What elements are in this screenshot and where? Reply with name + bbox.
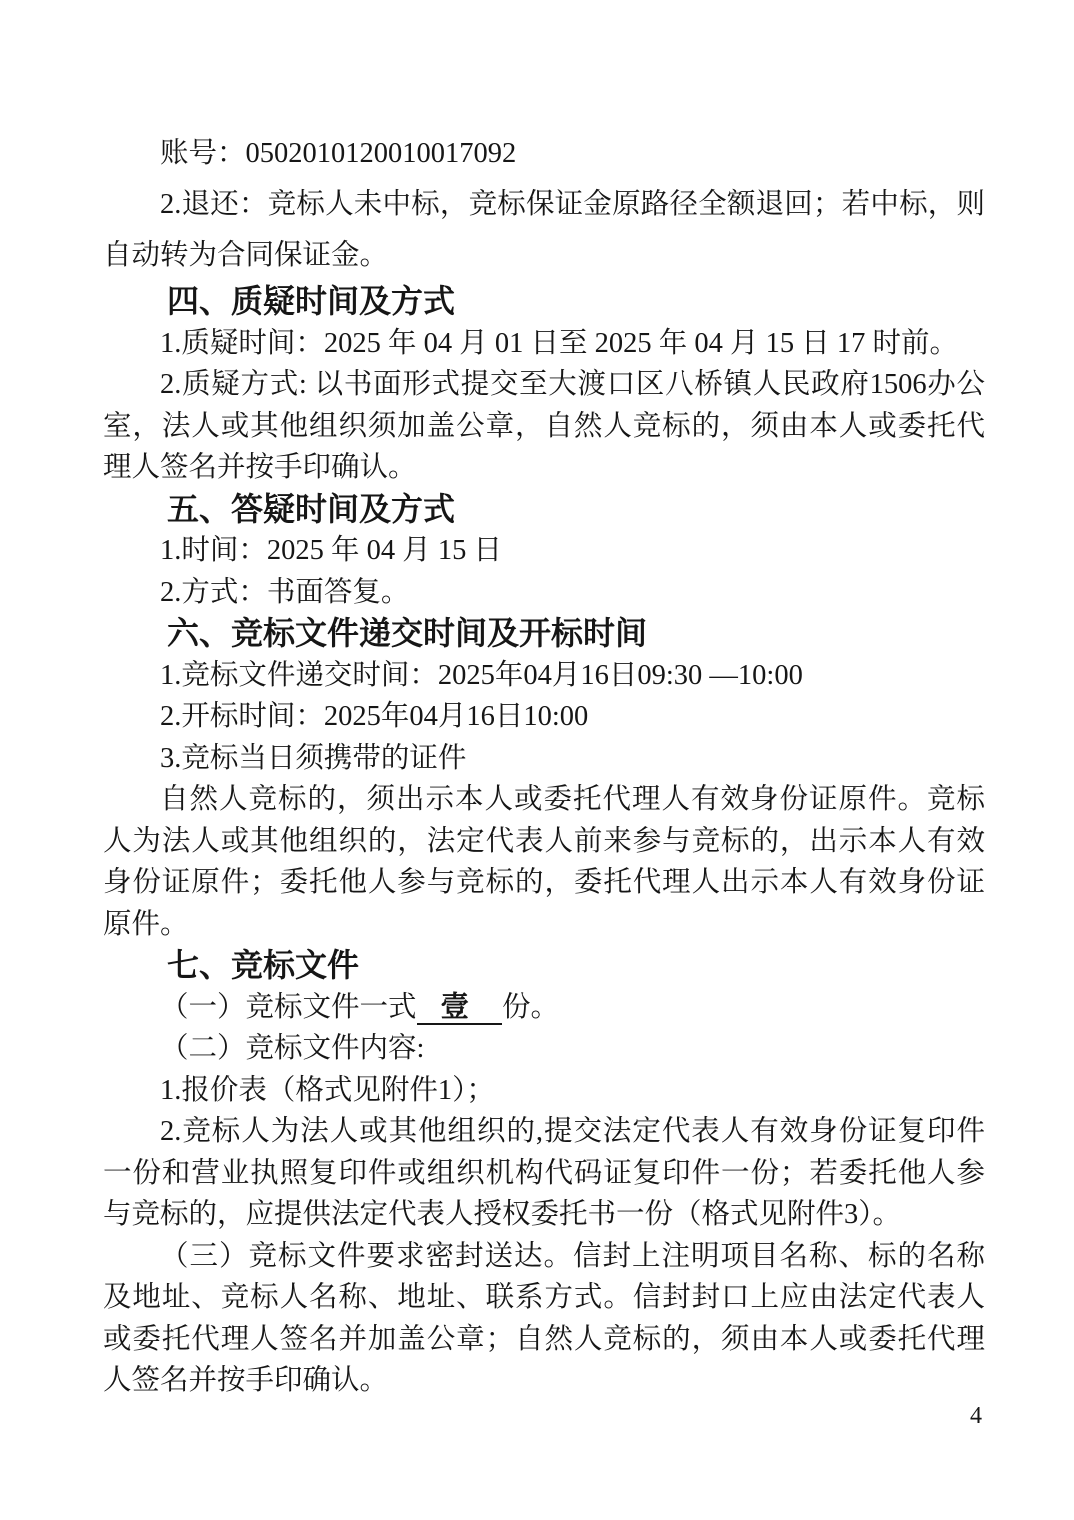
text-line: 1.时间：2025 年 04 月 15 日 — [160, 535, 503, 566]
text-line: 2.竞标人为法人或其他组织的,提交法定代表人有效身份证复印件 — [160, 1116, 985, 1147]
text-line: （二）竞标文件内容: — [160, 1033, 425, 1064]
text-line: 2.质疑方式: 以书面形式提交至大渡口区八桥镇人民政府1506办公 — [160, 369, 985, 400]
text-line: （三）竞标文件要求密封送达。信封上注明项目名称、标的名称 — [160, 1240, 985, 1272]
text-line: 理人签名并按手印确认。 — [103, 452, 417, 483]
blank-suffix: 份。 — [502, 991, 560, 1023]
section-heading-4: 四、质疑时间及方式 — [167, 283, 456, 319]
text-line: 与竞标的，应提供法定代表人授权委托书一份（格式见附件3）。 — [103, 1199, 902, 1230]
section-heading-7: 七、竞标文件 — [167, 947, 360, 983]
text-line: 身份证原件；委托他人参与竞标的，委托代理人出示本人有效身份证 — [103, 867, 985, 898]
text-line: 2.退还：竞标人未中标，竞标保证金原路径全额退回；若中标，则 — [160, 189, 985, 220]
text-line: 室，法人或其他组织须加盖公章，自然人竞标的，须由本人或委托代 — [103, 410, 985, 442]
section-heading-5: 五、答疑时间及方式 — [167, 490, 456, 527]
text-line: 或委托代理人签名并加盖公章；自然人竞标的，须由本人或委托代理 — [103, 1323, 985, 1355]
blank-fill-line — [103, 987, 985, 1029]
page-number: 4 — [970, 1403, 982, 1429]
text-line: 1.质疑时间：2025 年 04 月 01 日至 2025 年 04 月 15 日 17 时前。 — [160, 327, 959, 359]
text-line: 自动转为合同保证金。 — [103, 240, 389, 271]
text-line: 一份和营业执照复印件或组织机构代码证复印件一份；若委托他人参 — [103, 1157, 985, 1189]
text-line: 原件。 — [103, 908, 189, 940]
text-line: 2.方式：书面答复。 — [160, 576, 410, 608]
blank-prefix: （一）竞标文件一式 — [160, 991, 417, 1023]
account-number-line: 账号：0502010120010017092 — [160, 138, 517, 169]
text-line: 人签名并按手印确认。 — [103, 1365, 389, 1396]
section-heading-6: 六、竞标文件递交时间及开标时间 — [167, 615, 648, 651]
underline-blank: 壹 — [417, 992, 503, 1025]
text-line: 自然人竞标的，须出示本人或委托代理人有效身份证原件。竞标 — [160, 784, 985, 815]
text-line: 1.竞标文件递交时间：2025年04月16日09:30 —10:00 — [160, 659, 803, 691]
text-line: 2.开标时间：2025年04月16日10:00 — [160, 701, 589, 732]
text-line: 人为法人或其他组织的，法定代表人前来参与竞标的，出示本人有效 — [103, 825, 985, 857]
text-line: 3.竞标当日须携带的证件 — [160, 742, 467, 774]
text-line: 及地址、竞标人名称、地址、联系方式。信封封口上应由法定代表人 — [103, 1282, 985, 1313]
text-line: 1.报价表（格式见附件1）； — [160, 1074, 495, 1106]
